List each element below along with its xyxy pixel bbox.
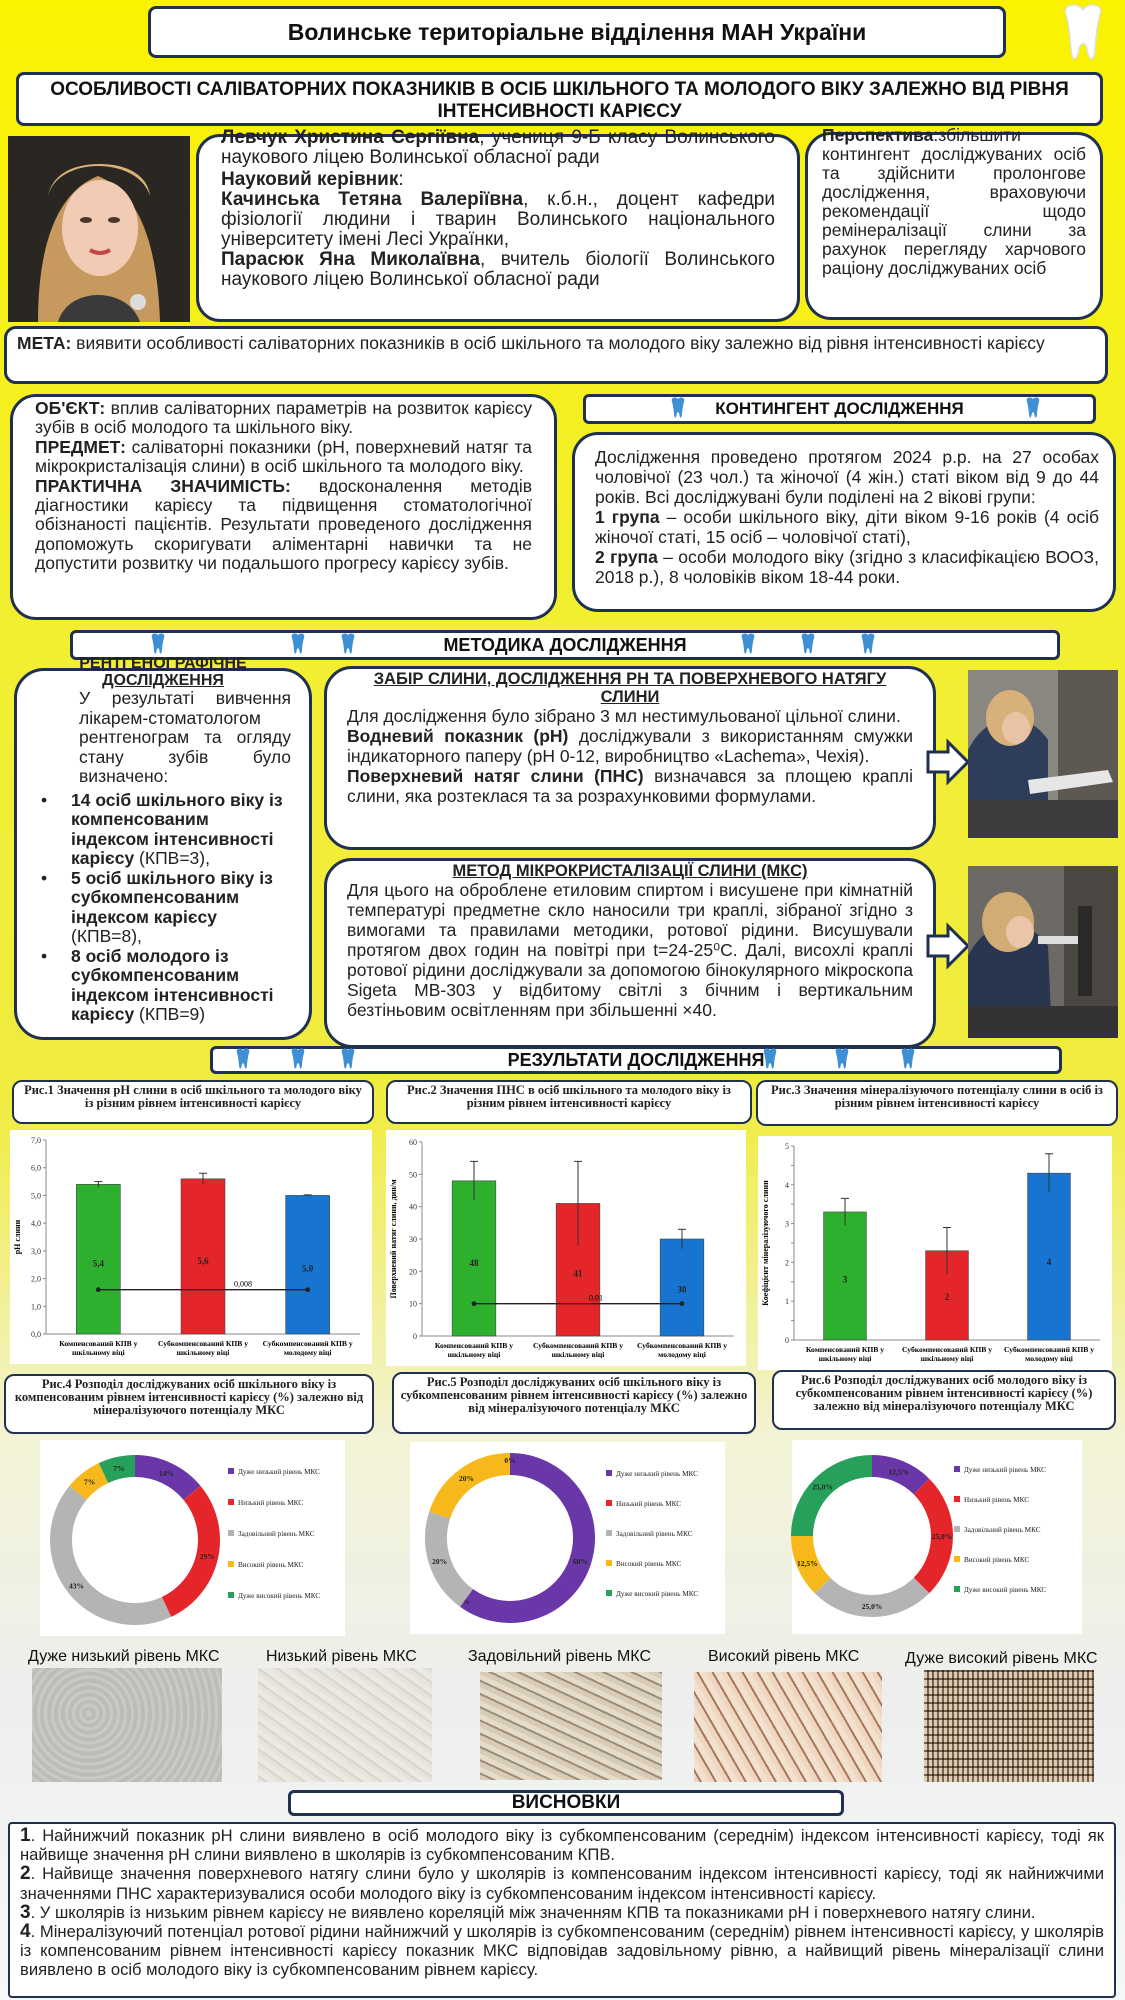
mks-high-image (694, 1672, 882, 1782)
legend-label: Низький рівень МКС (964, 1496, 1029, 1504)
y-axis-label: рН слини (13, 1219, 22, 1255)
tooth-icon (800, 633, 816, 655)
legend-swatch (606, 1470, 612, 1476)
legend-swatch (954, 1556, 960, 1562)
contingent-intro: Дослідження проведено протягом 2024 р.р. на 27 особах чоловічої (23 чол.) та жіночої (4 жін.) статі віком від 9 до 44 років. Всі досліджувані були поділені на 2 вікові групи: (595, 447, 1099, 507)
xray-intro: У результаті вивчення лікарем-стоматологом рентгенограм та огляду стану зубів було визначено: (79, 688, 291, 786)
x-tick-label: Субкомпенсований КПВ у (157, 1339, 249, 1348)
perspective-text: :збільшити контингент досліджуваних осіб та здійснити пролонгове дослідження, враховуючи рекомендації щодо ремінералізації слини за рахунок перегляду харчового раціону досліджуваних осіб (822, 125, 1086, 278)
mks-satisfactory-image (480, 1672, 662, 1780)
y-tick-label: 4 (785, 1180, 789, 1190)
x-tick-label: Субкомпенсований КПВ у (901, 1345, 993, 1354)
donut-slice (61, 1493, 167, 1614)
poster-title: ОСОБЛИВОСТІ САЛІВАТОРНИХ ПОКАЗНИКІВ В ОСІБ ШКІЛЬНОГО ТА МОЛОДОГО ВІКУ ЗАЛЕЖНО ВІД РІВНЯ ІНТЕНСИВНОСТІ КАРІЄСУ (16, 72, 1103, 126)
contingent-box (572, 432, 1116, 612)
group-2-label: 2 група (595, 547, 658, 567)
chart-fig5 (410, 1442, 725, 1634)
y-tick-label: 30 (409, 1235, 417, 1244)
xray-box (14, 655, 312, 1040)
conclusion-item: 1. Найнижчий показник рН слини виявлено в осіб молодого віку із субкомпенсованим (середнім) індексом інтенсивності карієсу, тоді як найвище значення рН слини виявлено в школярів із субкомпенсованим КПВ. (20, 1825, 1104, 1865)
x-tick-label: шкільному віці (920, 1354, 974, 1363)
arrow-right-icon (926, 924, 970, 968)
significance-dot (96, 1287, 101, 1292)
tooth-icon (740, 633, 756, 655)
legend-swatch (228, 1499, 234, 1505)
xray-item: • 5 осіб шкільного віку із субкомпенсованим індексом карієсу (КПВ=8), (35, 869, 291, 947)
significance-dot (305, 1287, 310, 1292)
y-tick-label: 1 (785, 1297, 789, 1307)
arrow-right-icon (926, 740, 970, 784)
legend-label: Задовільний рівень МКС (238, 1530, 315, 1538)
fig3-caption: Рис.3 Значення мінералізуючого потенціалу слини в осіб із різним рівнем інтенсивності карієсу (756, 1080, 1118, 1126)
legend-label: Задовільний рівень МКС (964, 1526, 1041, 1534)
legend-swatch (954, 1586, 960, 1592)
bar-value-label: 3 (842, 1274, 848, 1285)
donut-slice (440, 1464, 510, 1515)
x-tick-label: шкільному віці (176, 1348, 230, 1357)
legend-swatch (228, 1561, 234, 1567)
supervisor-heading: Науковий керівник (221, 169, 399, 190)
legend-swatch (606, 1500, 612, 1506)
mks-title: МЕТОД МІКРОКРИСТАЛІЗАЦІЇ СЛИНИ (МКС) (452, 862, 808, 880)
slice-value-label: 25,0% (812, 1482, 833, 1492)
mks-method-box (324, 858, 936, 1048)
legend-label: Дуже високий рівень МКС (964, 1586, 1047, 1594)
pns-text: визначався за площею краплі слини, яка розтеклася та за розрахунковими формулами. (347, 766, 913, 806)
fig2-caption: Рис.2 Значення ПНС в осіб шкільного та молодого віку із різним рівнем інтенсивності карієсу (386, 1080, 752, 1124)
slice-value-label: 0% (458, 1597, 470, 1607)
bar-value-label: 5,4 (92, 1258, 104, 1269)
pns-label: Поверхневий натяг слини (ПНС) (347, 766, 644, 786)
conclusions-box (8, 1822, 1116, 1998)
supervisor-1-name: Качинська Тетяна Валеріївна (221, 189, 524, 210)
legend-label: Низький рівень МКС (616, 1500, 681, 1508)
microscope-photo (968, 866, 1118, 1038)
legend-label: Високий рівень МКС (964, 1556, 1030, 1564)
y-tick-label: 50 (409, 1170, 417, 1180)
chart-fig4 (40, 1440, 345, 1636)
mks-level-label: Дуже високий рівень МКС (905, 1650, 1098, 1667)
supervisor-2-name: Парасюк Яна Миколаївна (221, 249, 480, 270)
xray-list (35, 791, 291, 1025)
y-tick-label: 10 (409, 1299, 417, 1309)
ph-text: досліджували з використанням смужки індикаторного паперу (рН 0-12, виробництво «Lachema», Чехія). (347, 726, 913, 766)
author-portrait (8, 136, 190, 322)
conclusion-item: 3. У школярів із низьким рівнем карієсу не виявлено кореляцій між значенням КПВ та показниками рН і поверхневого натягу слини. (20, 1901, 1036, 1923)
legend-label: Дуже високий рівень МКС (238, 1592, 321, 1600)
goal-box (4, 326, 1108, 384)
x-tick-label: молодому віці (1025, 1354, 1073, 1363)
author-name: Левчук Христина Сергіївна (221, 127, 480, 148)
bar-value-label: 5,6 (197, 1256, 209, 1267)
y-tick-label: 2 (785, 1258, 789, 1268)
y-tick-label: 0,0 (31, 1330, 41, 1339)
y-tick-label: 60 (409, 1138, 417, 1147)
fig1-caption: Рис.1 Значення рН слини в осіб шкільного та молодого віку із різним рівнем інтенсивності карієсу (12, 1080, 374, 1124)
y-tick-label: 1,0 (31, 1302, 41, 1312)
donut-slice (467, 1464, 584, 1612)
goal-label: МЕТА: (17, 333, 72, 353)
tooth-icon (1025, 397, 1041, 419)
y-tick-label: 5,0 (31, 1191, 41, 1201)
y-tick-label: 40 (409, 1202, 417, 1212)
conclusion-item: 4. Мінералізуючий потенціал ротової рідини найнижчий у школярів із субкомпенсованим (середнім) рівнем інтенсивності карієсу, у школярів із компенсованим рівнем інтенсивності карієсу показник МКС відповідав задовільному рівню, а найвищий рівень мінералізації слини виявлено в осіб молодого віку із субкомпенсованим рівнем карієсу. (20, 1921, 1104, 1980)
slice-value-label: 12,5% (797, 1558, 818, 1568)
y-axis-label: Коефіцієнт мінералізуючого слини (761, 1180, 770, 1306)
bar-value-label: 2 (944, 1291, 950, 1302)
y-tick-label: 6,0 (31, 1163, 41, 1173)
bar-value-label: 4 (1046, 1256, 1052, 1267)
significance-label: 0,01 (589, 1293, 603, 1303)
saliva-collection-box (324, 666, 936, 850)
significance-dot (680, 1301, 685, 1306)
y-tick-label: 3 (785, 1219, 789, 1229)
legend-label: Задовільний рівень МКС (616, 1530, 693, 1538)
tooth-icon (150, 633, 166, 655)
bar-value-label: 41 (573, 1268, 583, 1279)
legend-swatch (954, 1466, 960, 1472)
y-tick-label: 5 (785, 1142, 789, 1151)
tooth-icon (340, 1048, 356, 1070)
perspective-heading: Перспектива (822, 125, 934, 145)
y-tick-label: 3,0 (31, 1246, 41, 1256)
x-tick-label: Субкомпенсований КПВ у (636, 1341, 728, 1350)
legend-label: Дуже низький рівень МКС (964, 1466, 1046, 1474)
y-axis-label: Поверхневий натяг слини, дин/м (389, 1179, 398, 1299)
donut-slice (167, 1493, 209, 1607)
xray-title: РЕНТГЕНОГРАФІЧНЕ ДОСЛІДЖЕННЯ (79, 655, 247, 689)
methods-title-bar: МЕТОДИКА ДОСЛІДЖЕННЯ (70, 630, 1060, 660)
legend-swatch (954, 1526, 960, 1532)
significance-dot (472, 1301, 477, 1306)
tooth-icon (290, 1048, 306, 1070)
donut-slice (802, 1466, 872, 1536)
significance-label: 0,008 (234, 1279, 252, 1289)
group-2-text: – особи молодого віку (згідно з класифікацією ВООЗ, 2018 р.), 8 чоловіків віком 18-44 роки. (595, 547, 1099, 587)
chart-fig6 (792, 1440, 1082, 1634)
mks-very-high-image (924, 1670, 1094, 1782)
x-tick-label: шкільному віці (447, 1350, 501, 1359)
legend-swatch (606, 1530, 612, 1536)
ph-label: Водневий показник (рН) (347, 726, 569, 746)
y-tick-label: 4,0 (31, 1219, 41, 1229)
slice-value-label: 25,0% (931, 1532, 953, 1541)
tooth-logo-icon (1058, 4, 1108, 64)
x-tick-label: Компенсований КПВ у (434, 1341, 514, 1350)
group-1-text: – особи шкільного віку, діти віком 9-16 років (4 осіб жіночої статі, 15 осіб – чоловічої статі), (595, 507, 1099, 547)
fig5-caption: Рис.5 Розподіл досліджуваних осіб шкільного віку із субкомпенсованим рівнем інтенсивності карієсу (%) залежно від мінералізуючого потенціалу МКС (392, 1372, 756, 1434)
authors-box: Левчук Христина Сергіївна, учениця 9-Б класу Волинського наукового ліцею Волинської обласної ради Науковий керівник: Качинська Тетяна Валеріївна, к.б.н., доцент кафедри фізіології людини і тварин Волинського національного університету імені Лесі Українки, Парасюк Яна Миколаївна, вчитель біології Волинського наукового ліцею Волинської обласної ради (196, 134, 800, 322)
bar-value-label: 5,0 (302, 1263, 314, 1274)
tooth-icon (290, 633, 306, 655)
subject-label: ПРЕДМЕТ: (35, 436, 126, 457)
slice-value-label: 60% (572, 1556, 588, 1566)
y-tick-label: 0 (413, 1332, 417, 1341)
x-tick-label: шкільному віці (71, 1348, 125, 1357)
legend-label: Дуже низький рівень МКС (616, 1470, 698, 1478)
fig6-caption: Рис.6 Розподіл досліджуваних осіб молодого віку із субкомпенсованим рівнем інтенсивності карієсу (%) залежно від мінералізуючого потенціалу МКС (772, 1370, 1116, 1430)
tooth-icon (762, 1048, 778, 1070)
xray-item: • 8 осіб молодого із субкомпенсованим індексом інтенсивності карієсу (КПВ=9) (35, 947, 291, 1025)
xray-item: • 14 осіб шкільного віку із компенсованим індексом інтенсивності карієсу (КПВ=3), (35, 791, 291, 869)
object-label: ОБ'ЄКТ: (35, 398, 106, 418)
supervisor-2-info: , вчитель біології Волинського наукового ліцею Волинської обласної ради (221, 249, 775, 290)
object-box (10, 394, 557, 620)
legend-swatch (606, 1590, 612, 1596)
org-header: Волинське територіальне відділення МАН України (148, 6, 1006, 58)
results-title-bar: РЕЗУЛЬТАТИ ДОСЛІДЖЕННЯ (210, 1046, 1062, 1074)
tooth-icon (900, 1048, 916, 1070)
object-text: вплив саліваторних параметрів на розвиток карієсу зубів в осіб молодого та шкільного віку. (35, 398, 532, 438)
slice-value-label: 0% (504, 1456, 516, 1465)
mks-level-label: Низький рівень МКС (266, 1648, 417, 1665)
x-tick-label: шкільному віці (818, 1354, 872, 1363)
x-tick-label: Субкомпенсований КПВ у (532, 1341, 624, 1350)
mks-level-label: Задовільний рівень МКС (468, 1648, 651, 1665)
x-tick-label: Субкомпенсований КПВ у (262, 1339, 353, 1348)
y-tick-label: 0 (785, 1336, 789, 1345)
tooth-icon (670, 397, 686, 419)
conclusions-title-bar: ВИСНОВКИ (288, 1790, 844, 1816)
conclusion-item: 2. Найвище значення поверхневого натягу слини було у школярів із компенсованим індексом інтенсивності карієсу, тоді як найнижчими значеннями ПНС характеризувалися особи молодого віку із субкомпенсованим індексом інтенсивності карієсу. (20, 1863, 1104, 1903)
legend-swatch (228, 1592, 234, 1598)
legend-label: Низький рівень МКС (238, 1499, 303, 1507)
mks-very-low-image (32, 1668, 222, 1782)
legend-label: Дуже високий рівень МКС (616, 1590, 699, 1598)
subject-text: саліваторні показники (рН, поверхневий натяг та мікрокристалізація слини) в осіб шкільного та молодого віку. (35, 436, 532, 477)
slice-value-label: 14% (159, 1469, 175, 1479)
slice-value-label: 25,0% (861, 1602, 883, 1611)
slice-value-label: 20% (459, 1474, 475, 1484)
slice-value-label: 20% (432, 1556, 448, 1566)
perspective-box (805, 125, 1103, 320)
x-tick-label: Субкомпенсований КПВ у (1003, 1345, 1095, 1354)
chart-fig1 (10, 1130, 372, 1364)
slice-value-label: 7% (84, 1477, 96, 1487)
bar-value-label: 30 (677, 1284, 687, 1295)
chart-fig2 (386, 1130, 746, 1366)
slice-value-label: 7% (113, 1463, 125, 1473)
legend-swatch (606, 1560, 612, 1566)
legend-swatch (228, 1530, 234, 1536)
x-tick-label: шкільному віці (551, 1350, 605, 1359)
y-tick-label: 20 (409, 1267, 417, 1277)
supervisor-1-info: , к.б.н., доцент кафедри фізіології людини і тварин Волинського національного університету імені Лесі Українки, (221, 189, 775, 250)
y-tick-label: 7,0 (31, 1136, 41, 1145)
author-info: , учениця 9-Б класу Волинського наукового ліцею Волинської обласної ради (221, 127, 775, 168)
tooth-icon (235, 1048, 251, 1070)
legend-swatch (228, 1468, 234, 1474)
x-tick-label: молодому віці (658, 1350, 706, 1359)
mks-level-label: Дуже низький рівень МКС (28, 1648, 220, 1665)
legend-label: Дуже низький рівень МКС (238, 1468, 320, 1476)
mks-text: Для цього на оброблене етиловим спиртом і висушене при кімнатній температурі предметне скло наносили три краплі, зібраної згідно з вимогами та правилами методики, ротової рідини. Висушували протягом двох годин на повітрі при t=24-25⁰С. Далі, висохлі краплі ротової рідини досліджували за допомогою бінокулярного мікроскопа Sigeta MB-303 у відбитому світлі з бічним і вертикальним безтіньовим освітленням при збільшенні ×40. (347, 880, 913, 1020)
group-1-label: 1 група (595, 507, 660, 527)
contingent-title-bar: КОНТИНГЕНТ ДОСЛІДЖЕННЯ (583, 394, 1096, 424)
bar-value-label: 48 (469, 1258, 479, 1269)
tooth-icon (340, 633, 356, 655)
x-tick-label: Компенсований КПВ у (805, 1345, 885, 1354)
y-tick-label: 2,0 (31, 1274, 41, 1284)
slice-value-label: 29% (199, 1552, 215, 1562)
legend-swatch (954, 1496, 960, 1502)
slice-value-label: 43% (69, 1581, 85, 1591)
tooth-icon (860, 633, 876, 655)
x-tick-label: молодому віці (283, 1348, 332, 1357)
legend-label: Високий рівень МКС (238, 1561, 304, 1569)
slice-value-label: 12,5% (888, 1467, 910, 1477)
saliva-title: ЗАБІР СЛИНИ, ДОСЛІДЖЕННЯ РН ТА ПОВЕРХНЕВОГО НАТЯГУ СЛИНИ (373, 670, 887, 706)
saliva-volume-text: Для дослідження було зібрано 3 мл нестимульованої цільної слини. (347, 706, 901, 726)
x-tick-label: Компенсований КПВ у (59, 1339, 138, 1348)
practical-label: ПРАКТИЧНА ЗНАЧИМІСТЬ: (35, 475, 291, 496)
mks-level-label: Високий рівень МКС (708, 1648, 860, 1665)
tooth-icon (834, 1048, 850, 1070)
legend-label: Високий рівень МКС (616, 1560, 682, 1568)
practical-text: вдосконалення методів діагностики карієсу та підвищення стоматологічної обізнаності пацієнтів. Результати проведеного дослідження допоможуть скоригувати аліментарні навички та не допустити розвитку чи подальшого прогресу карієсу зубів. (35, 475, 533, 574)
goal-text: виявити особливості саліваторних показників в осіб шкільного та молодого віку залежно від рівня інтенсивності карієсу (71, 333, 1045, 353)
saliva-collection-photo (968, 670, 1118, 838)
chart-fig3 (758, 1136, 1112, 1370)
mks-low-image (258, 1668, 432, 1782)
fig4-caption: Рис.4 Розподіл досліджуваних осіб шкільного віку із компенсованим рівнем інтенсивності карієсу (%) залежно від мінералізуючого потенціалу МКС (4, 1374, 374, 1434)
